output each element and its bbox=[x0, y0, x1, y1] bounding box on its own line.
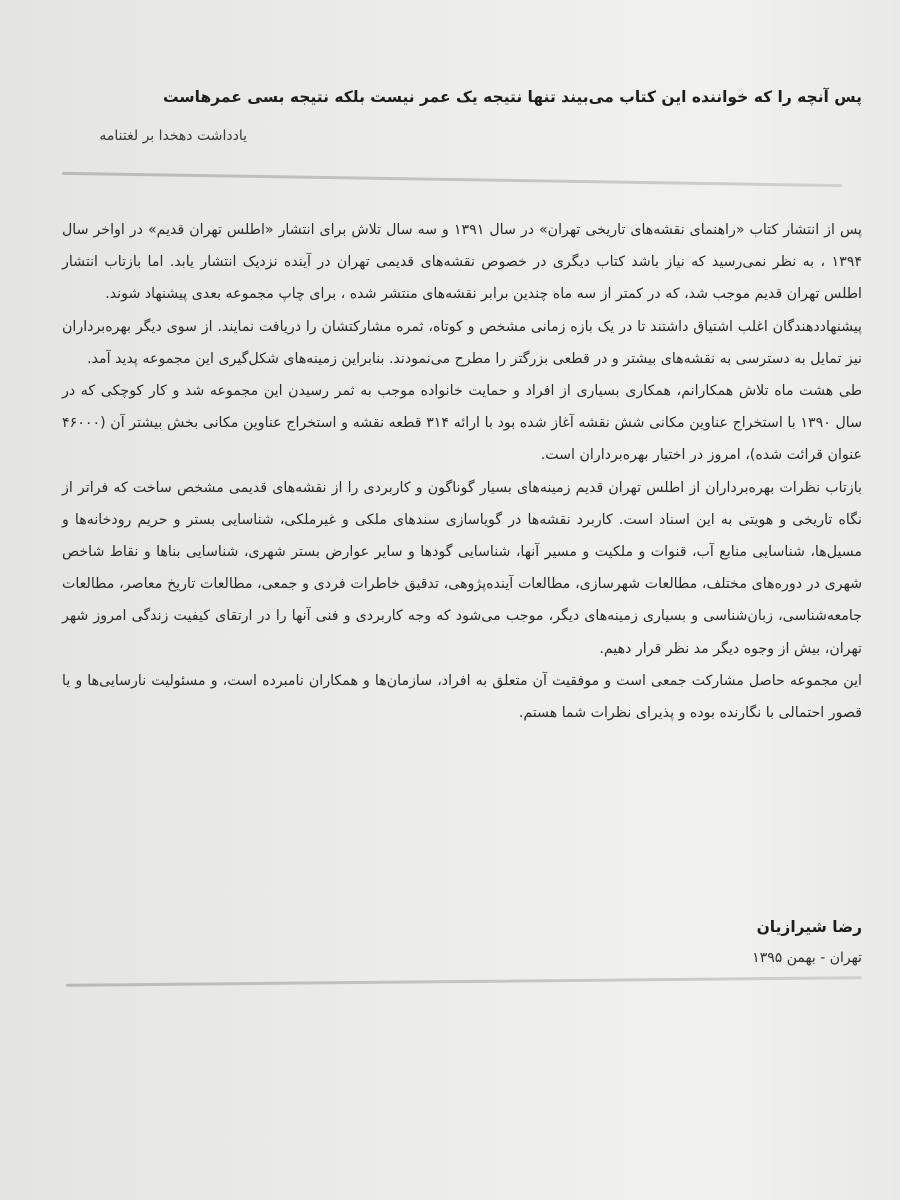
paragraph: بازتاب نظرات بهره‌برداران از اطلس تهران قدیم زمینه‌های بسیار گوناگون و کاربردی را از نقشه‌های قدیمی مشخص ساخت که فراتر از نگاه تاریخی و هویتی به این اسناد است. کاربرد نقشه‌ها در گویاسازی سندهای ملکی و غیرملکی، شناسایی بستر و حریم رودخانه‌ها و مسیل‌ها، شناسایی منابع آب، قنوات و ملکیت و مسیر آنها، شناسایی گودها و سایر عوارض بستر شهری، شناسایی بناها و نقاط شاخص شهری در دوره‌های مختلف، مطالعات شهرسازی، مطالعات آینده‌پژوهی، تدقیق خاطرات فردی و جمعی، مطالعات تاریخ معاصر، مطالعات جامعه‌شناسی، زبان‌شناسی و بسیاری زمینه‌های دیگر، موجب می‌شود که وجه کاربردی و فنی آنها را در ارتقای کیفیت زندگی امروز شهر تهران، بیش از وجوه دیگر مد نظر قرار دهیم. bbox=[62, 479, 862, 657]
epigraph-source: یادداشت دهخدا بر لغتنامه bbox=[99, 128, 247, 144]
place-date: تهران - بهمن ۱۳۹۵ bbox=[752, 950, 862, 966]
top-divider bbox=[62, 172, 842, 187]
epigraph-quote: پس آنچه را که خواننده این کتاب می‌بیند تنها نتیجه یک عمر نیست بلکه نتیجه بسی عمرهاست bbox=[162, 88, 862, 106]
paragraph: پس از انتشار کتاب «راهنمای نقشه‌های تاریخی تهران» در سال ۱۳۹۱ و سه سال تلاش برای انتشار «اطلس تهران قدیم» در اواخر سال ۱۳۹۴ ، به نظر نمی‌رسید که نیاز باشد کتاب دیگری در خصوص نقشه‌های قدیمی تهران در آینده نزدیک انتشار یابد. اما بازتاب انتشار اطلس تهران قدیم موجب شد، که در کمتر از سه ماه چندین برابر نقشه‌های منتشر شده ، برای چاپ مجموعه بعدی پیشنهاد شوند. bbox=[62, 222, 862, 303]
preface-body bbox=[62, 214, 862, 729]
paragraph: طی هشت ماه تلاش همکارانم، همکاری بسیاری از افراد و حمایت خانواده موجب به ثمر رسیدن این مجموعه شد و کار کوچکی که در سال ۱۳۹۰ با استخراج عناوین مکانی شش نقشه آغاز شده بود با ارائه ۳۱۴ قطعه نقشه و استخراج عناوین مکانی بخش بیشتر آن (۴۶۰۰۰ عنوان قرائت شده)، امروز در اختیار بهره‌برداران است. bbox=[62, 383, 862, 464]
bottom-divider bbox=[66, 976, 862, 987]
paragraph: این مجموعه حاصل مشارکت جمعی است و موفقیت آن متعلق به افراد، سازمان‌ها و همکاران نامبرده است، و مسئولیت نارسایی‌ها و یا قصور احتمالی با نگارنده بوده و پذیرای نظرات شما هستم. bbox=[62, 672, 862, 722]
author-name: رضا شیرازیان bbox=[756, 918, 862, 936]
paragraph: پیشنهاددهندگان اغلب اشتیاق داشتند تا در یک بازه زمانی مشخص و کوتاه، ثمره مشارکتشان را دریافت نمایند. از سوی دیگر بهره‌برداران نیز تمایل به دسترسی به نقشه‌های بیشتر و در قطعی بزرگتر را مطرح می‌نمودند. بنابراین زمینه‌های شکل‌گیری این مجموعه پدید آمد. bbox=[62, 318, 862, 367]
